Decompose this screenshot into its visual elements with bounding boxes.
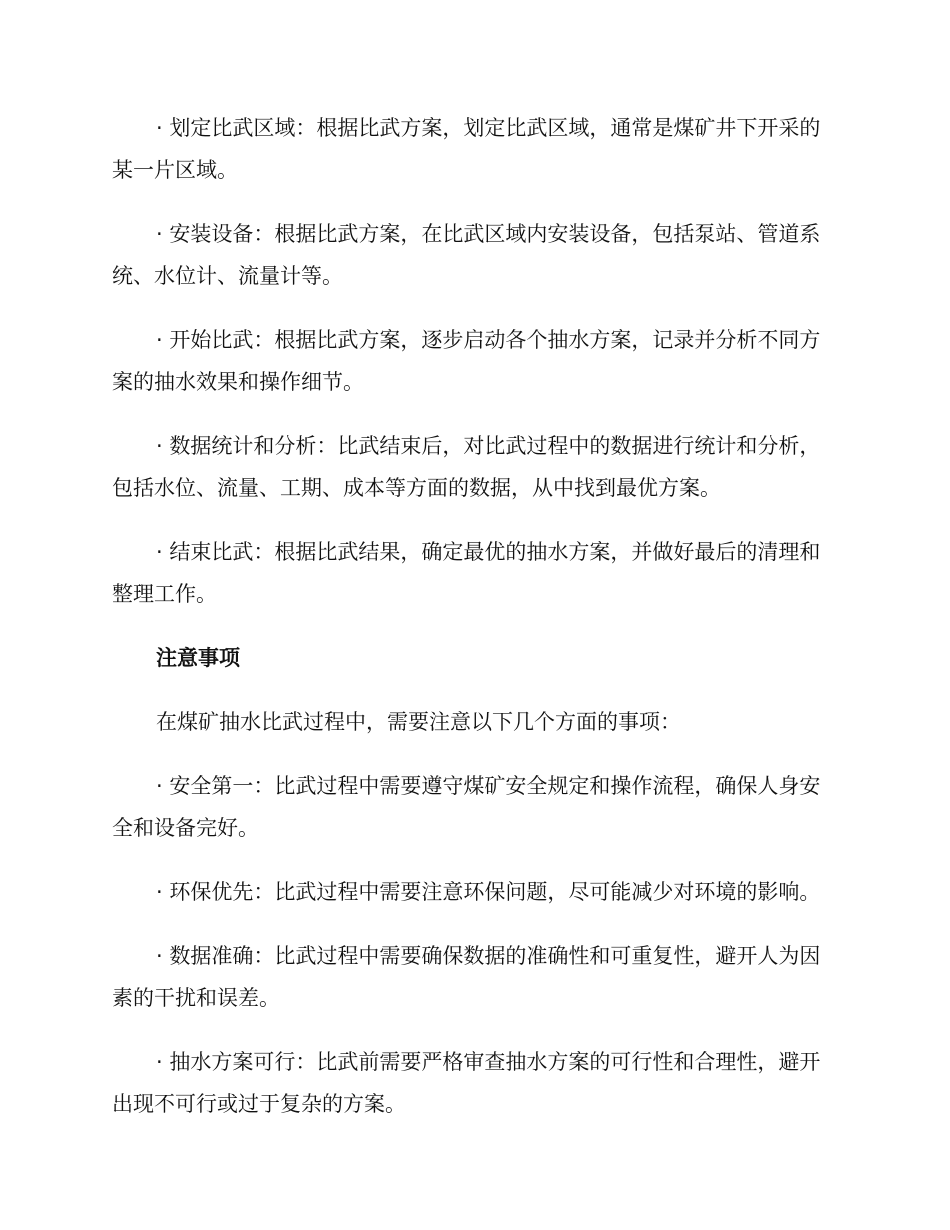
note-plan-feasibility: · 抽水方案可行：比武前需要严格审查抽水方案的可行性和合理性，避开出现不可行或过于复杂的方案。 [112,1050,821,1116]
step-end-competition: · 结束比武：根据比武结果，确定最优的抽水方案，并做好最后的清理和整理工作。 [112,540,821,606]
step-delimit-area: · 划定比武区域：根据比武方案，划定比武区域，通常是煤矿井下开采的某一片区域。 [112,116,821,182]
section-intro: 在煤矿抽水比武过程中，需要注意以下几个方面的事项： [156,710,681,734]
note-safety-first: · 安全第一：比武过程中需要遵守煤矿安全规定和操作流程，确保人身安全和设备完好。 [112,774,821,840]
document-body [112,107,824,1147]
step-data-analysis: · 数据统计和分析：比武结束后，对比武过程中的数据进行统计和分析，包括水位、流量、工期、成本等方面的数据，从中找到最优方案。 [112,434,821,500]
note-data-accuracy: · 数据准确：比武过程中需要确保数据的准确性和可重复性，避开人为因素的干扰和误差。 [112,944,821,1010]
step-install-equipment: · 安装设备：根据比武方案，在比武区域内安装设备，包括泵站、管道系统、水位计、流量计等。 [112,222,821,288]
note-environment: · 环保优先：比武过程中需要注意环保问题，尽可能减少对环境的影响。 [156,880,821,904]
step-start-competition: · 开始比武：根据比武方案，逐步启动各个抽水方案，记录并分析不同方案的抽水效果和操作细节。 [112,328,821,394]
section-heading: 注意事项 [156,646,240,670]
